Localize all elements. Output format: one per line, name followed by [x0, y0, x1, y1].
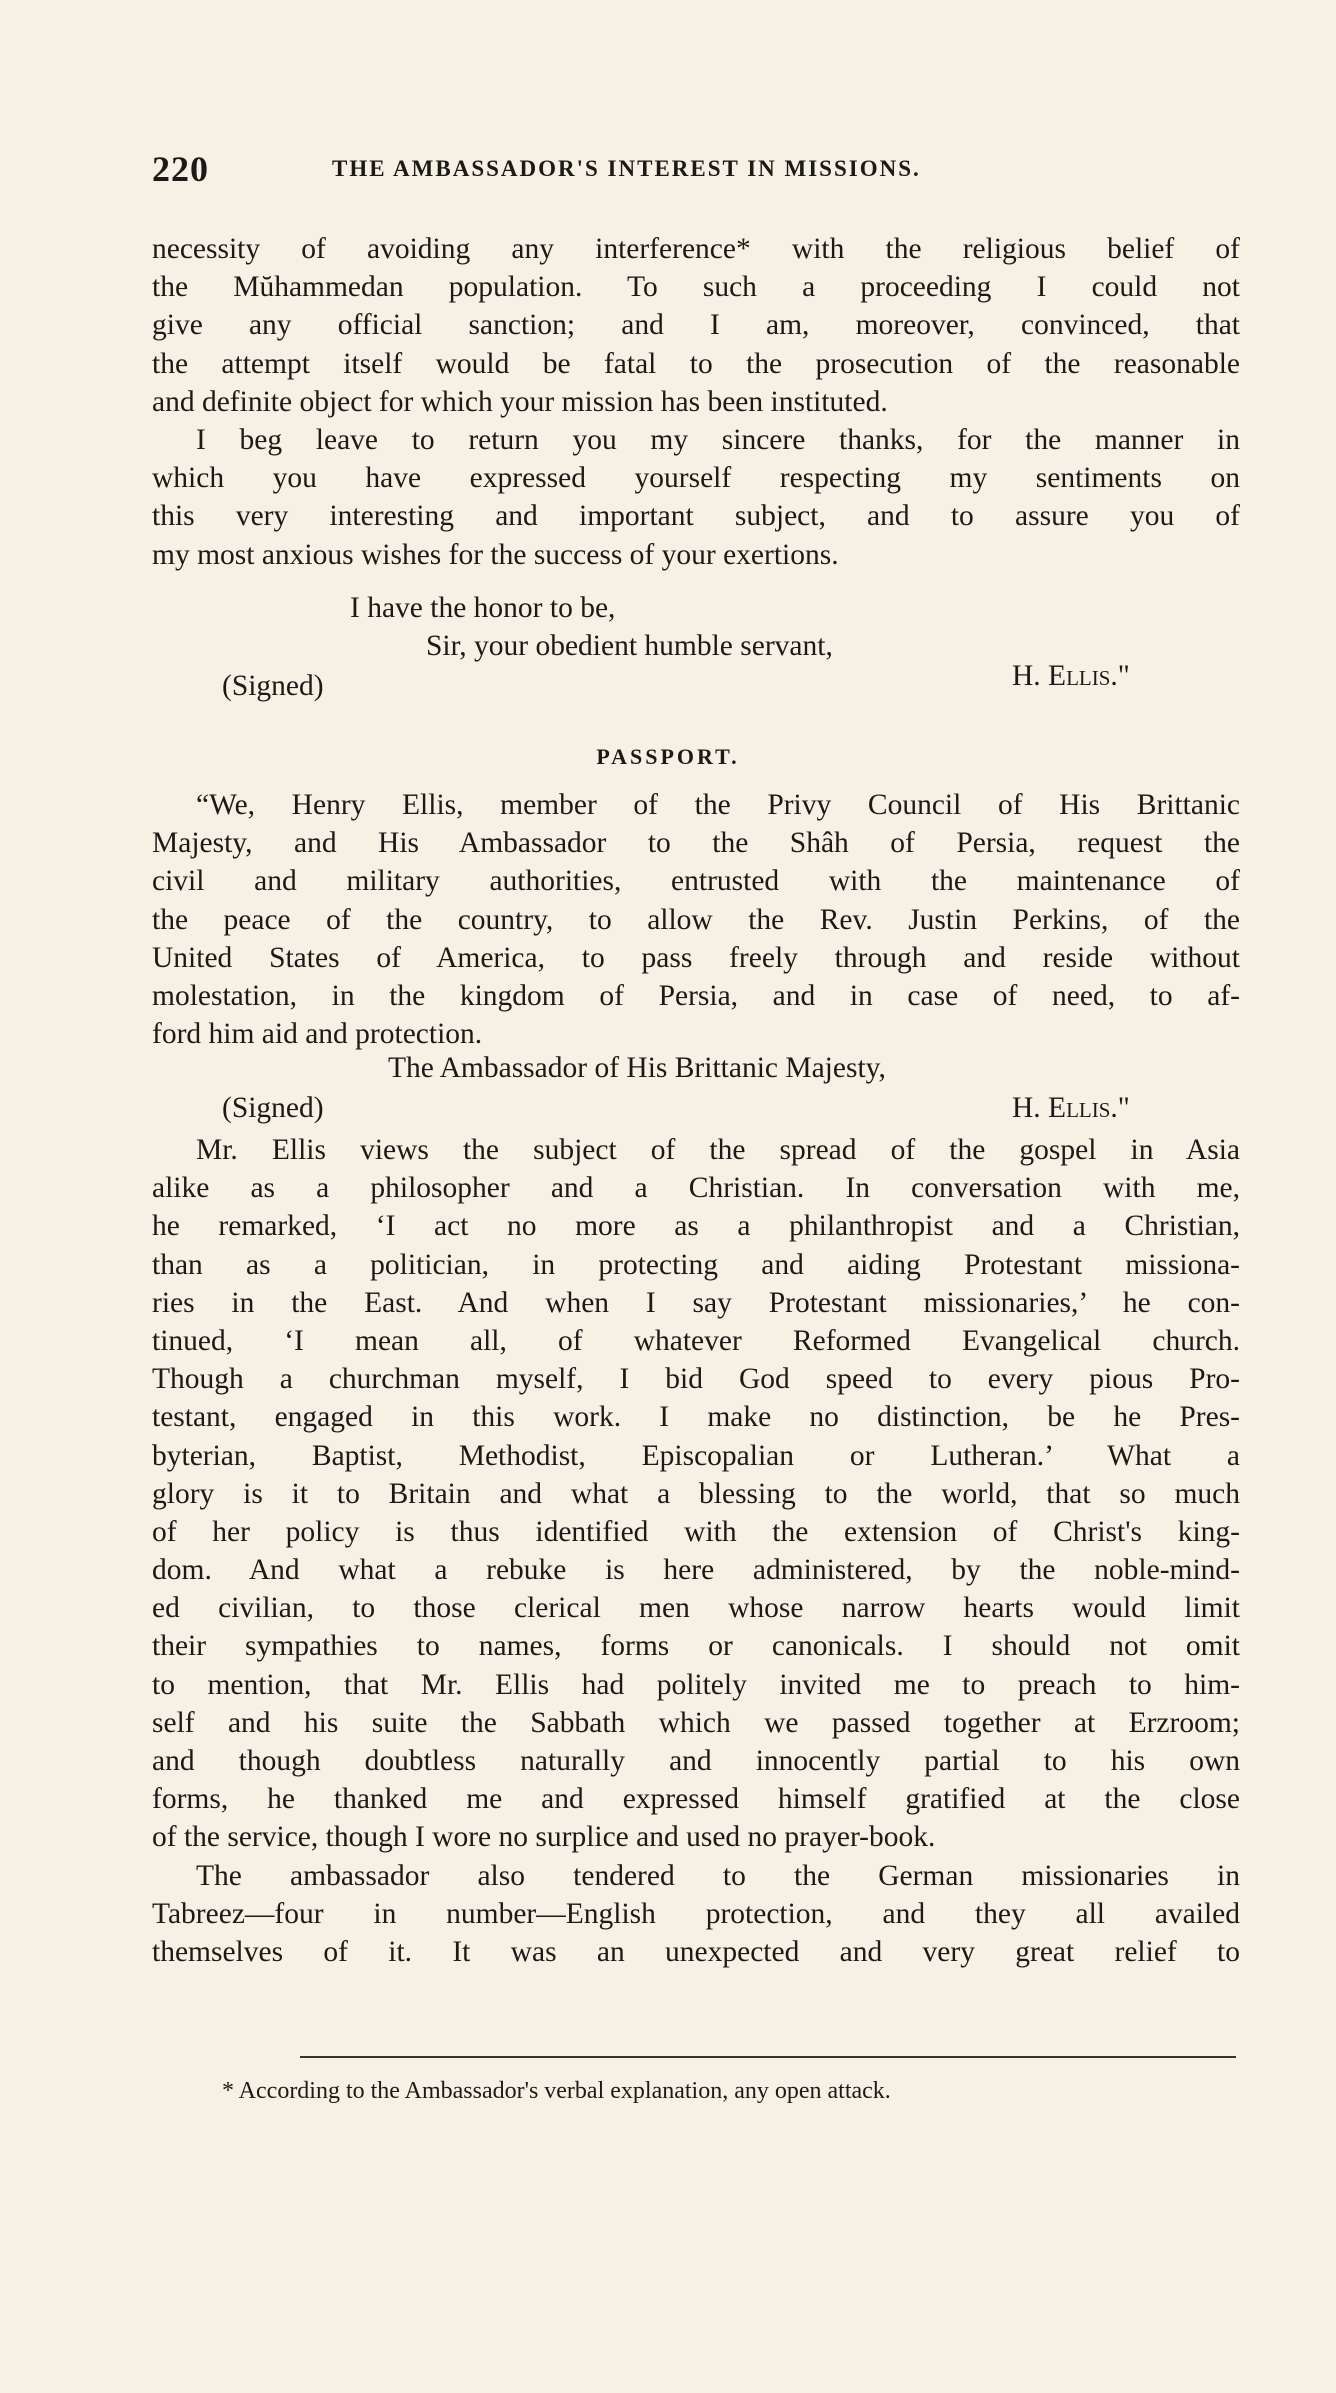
letter-text [152, 230, 1240, 574]
text-line: and definite object for which your mission has been instituted. [152, 385, 888, 418]
body-text [152, 1131, 1240, 1971]
text-line: “We, Henry Ellis, member of the Privy Council of His Brittanic [196, 789, 1240, 821]
text-line: alike as a philosopher and a Christian. In conversation with me, [152, 1172, 1240, 1205]
text-line: necessity of avoiding any interference* with the religious belief of [152, 233, 1240, 265]
running-title: THE AMBASSADOR'S INTEREST IN MISSIONS. [332, 156, 921, 181]
closing-line: The Ambassador of His Brittanic Majesty, [388, 1052, 886, 1084]
text-line: their sympathies to names, forms or canonicals. I should not omit [152, 1630, 1240, 1663]
text-line: ford him aid and protection. [152, 1018, 483, 1051]
text-line: which you have expressed yourself respecting my sentiments on [152, 462, 1240, 495]
text-line: the peace of the country, to allow the Rev. Justin Perkins, of the [152, 903, 1240, 936]
text-line: United States of America, to pass freely through and reside without [152, 941, 1240, 974]
text-line: Though a churchman myself, I bid God speed to every pious Pro- [152, 1363, 1240, 1396]
text-line: Mr. Ellis views the subject of the spread of the gospel in Asia [196, 1134, 1240, 1166]
text-line: themselves of it. It was an unexpected and very great relief to [152, 1935, 1240, 1968]
text-line: the attempt itself would be fatal to the prosecution of the reasonable [152, 347, 1240, 380]
text-line: forms, he thanked me and expressed himself gratified at the close [152, 1783, 1240, 1816]
text-line: dom. And what a rebuke is here administered, by the noble-mind- [152, 1554, 1240, 1587]
text-line: byterian, Baptist, Methodist, Episcopalian or Lutheran.’ What a [152, 1439, 1240, 1472]
text-line: ed civilian, to those clerical men whose narrow hearts would limit [152, 1592, 1240, 1625]
page-header [152, 148, 1052, 198]
text-line: ries in the East. And when I say Protestant missionaries,’ he con- [152, 1286, 1240, 1319]
footnote: * According to the Ambassador's verbal explanation, any open attack. [222, 2078, 891, 2104]
text-line: glory is it to Britain and what a blessing to the world, that so much [152, 1477, 1240, 1510]
text-line: the Mŭhammedan population. To such a proceeding I could not [152, 271, 1240, 304]
text-line: Tabreez—four in number—English protection, and they all availed [152, 1897, 1240, 1930]
text-line: and though doubtless naturally and innocently partial to his own [152, 1745, 1240, 1777]
text-line: self and his suite the Sabbath which we passed together at Erzroom; [152, 1706, 1240, 1739]
closing-line: Sir, your obedient humble servant, [426, 630, 833, 662]
text-line: Majesty, and His Ambassador to the Shâh of Persia, request the [152, 827, 1240, 860]
signature: H. Ellis." [1012, 1092, 1130, 1124]
text-line: of her policy is thus identified with the extension of Christ's king- [152, 1515, 1240, 1548]
passport-text [152, 786, 1240, 1053]
text-line: than as a politician, in protecting and aiding Protestant missiona- [152, 1248, 1240, 1281]
text-line: testant, engaged in this work. I make no distinction, be he Pres- [152, 1401, 1240, 1434]
text-line: this very interesting and important subject, and to assure you of [152, 500, 1240, 533]
text-line: I beg leave to return you my sincere thanks, for the manner in [196, 423, 1240, 456]
text-line: he remarked, ‘I act no more as a philanthropist and a Christian, [152, 1210, 1240, 1243]
text-line: give any official sanction; and I am, moreover, convinced, that [152, 309, 1240, 342]
text-line: of the service, though I wore no surplice and used no prayer-book. [152, 1821, 936, 1854]
signed-label: (Signed) [222, 670, 324, 702]
signature: H. Ellis." [1012, 660, 1130, 692]
text-line: civil and military authorities, entrusted with the maintenance of [152, 865, 1240, 898]
signed-label: (Signed) [222, 1092, 324, 1124]
closing-line: I have the honor to be, [350, 592, 616, 624]
text-line: tinued, ‘I mean all, of whatever Reformed Evangelical church. [152, 1324, 1240, 1357]
text-line: The ambassador also tendered to the German missionaries in [196, 1859, 1240, 1892]
passport-title: PASSPORT. [596, 744, 740, 769]
text-line: to mention, that Mr. Ellis had politely invited me to preach to him- [152, 1668, 1240, 1701]
page-number: 220 [152, 149, 209, 189]
text-line: molestation, in the kingdom of Persia, and in case of need, to af- [152, 979, 1240, 1012]
footnote-rule [300, 2056, 1236, 2058]
text-line: my most anxious wishes for the success of your exertions. [152, 538, 839, 571]
